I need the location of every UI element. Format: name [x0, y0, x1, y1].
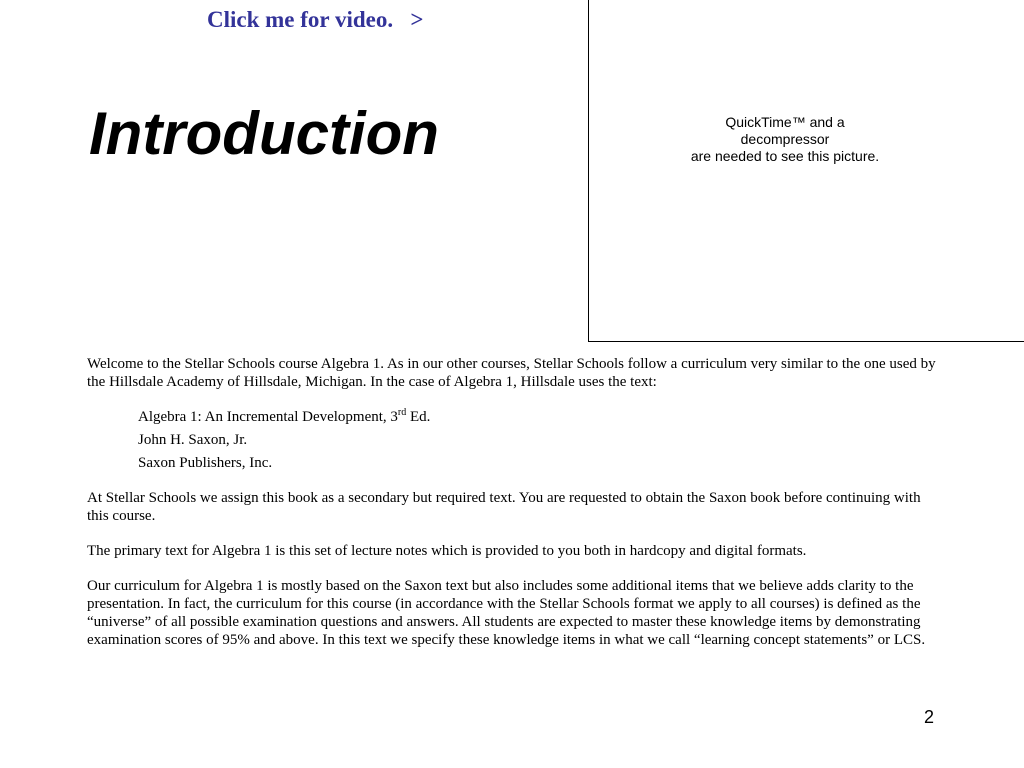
body-text	[87, 355, 937, 666]
book-title-text: Algebra 1: An Incremental Development, 3	[138, 409, 398, 425]
book-publisher: Saxon Publishers, Inc.	[138, 455, 273, 471]
book-author: John H. Saxon, Jr.	[138, 432, 248, 448]
slide-title: Introduction	[89, 100, 439, 167]
book-edition-superscript: rd	[397, 407, 407, 418]
paragraph-primary-text: The primary text for Algebra 1 is this set of lecture notes which is provided to you both in hardcopy and digital formats.	[87, 543, 807, 559]
book-edition-suffix: Ed.	[406, 409, 431, 425]
quicktime-message-line2: decompressor	[740, 131, 830, 147]
book-citation	[138, 408, 937, 472]
book-title	[138, 408, 937, 426]
page-number: 2	[924, 707, 935, 727]
paragraph-welcome: Welcome to the Stellar Schools course Algebra 1. As in our other courses, Stellar Schools follow a curriculum very similar to the one used by the Hillsdale Academy of Hillsdale, Michigan. In the case of Algebra 1, Hillsdale uses the text:	[87, 356, 936, 390]
quicktime-message-line1: QuickTime™ and a	[725, 114, 845, 130]
video-link[interactable]: Click me for video. >	[207, 7, 424, 32]
quicktime-message-line3: are needed to see this picture.	[690, 148, 880, 164]
quicktime-message	[589, 114, 981, 165]
paragraph-secondary-text: At Stellar Schools we assign this book as a secondary but required text. You are requested to obtain the Saxon book before continuing with this course.	[87, 490, 921, 524]
video-placeholder-frame[interactable]	[588, 0, 1024, 342]
paragraph-curriculum: Our curriculum for Algebra 1 is mostly based on the Saxon text but also includes some additional items that we believe adds clarity to the presentation. In fact, the curriculum for this course (in accordance with the Stellar Schools format we apply to all courses) is defined as the “universe” of all possible examination questions and answers. All students are expected to master these knowledge items by demonstrating examination scores of 95% and above. In this text we specify these knowledge items in what we call “learning concept statements” or LCS.	[87, 578, 926, 648]
